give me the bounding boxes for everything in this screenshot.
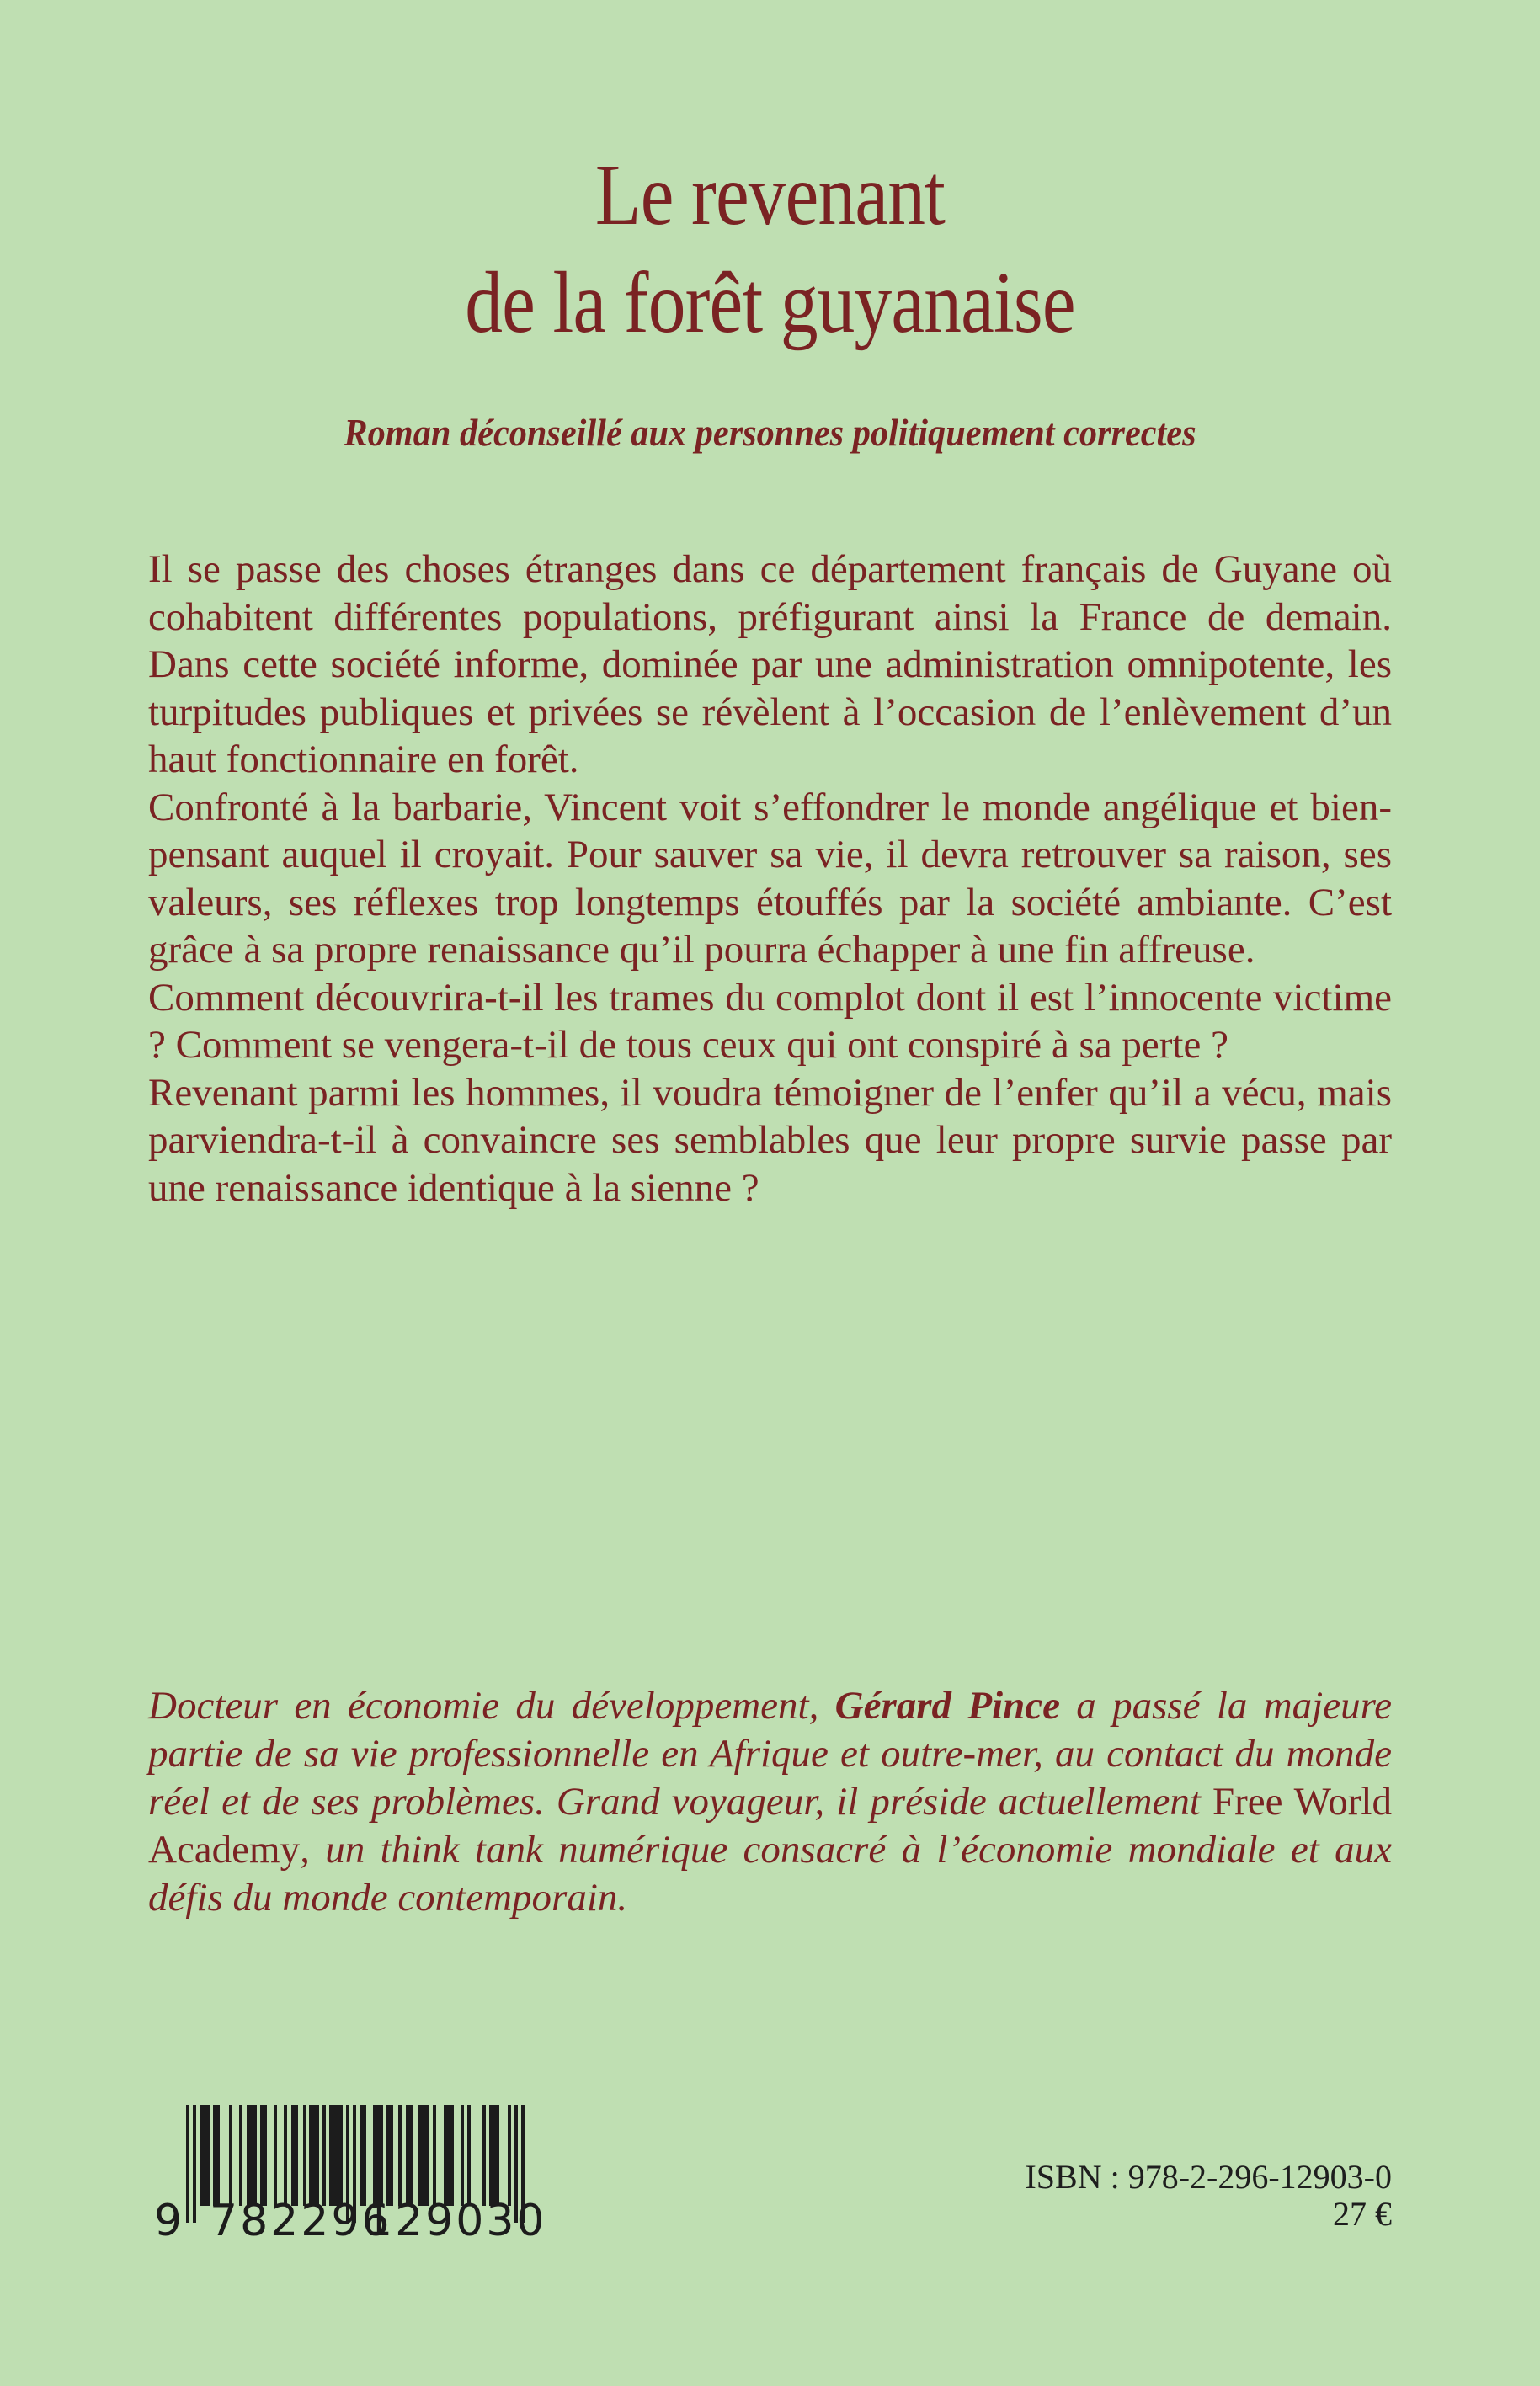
author-name: Gérard Pince (834, 1684, 1060, 1728)
book-subtitle: Roman déconseillé aux personnes politiquement correctes (344, 411, 1196, 454)
author-bio (148, 1682, 1392, 1922)
blurb-paragraph: Revenant parmi les hommes, il voudra témoigner de l’enfer qu’il a vécu, mais parviendra-t-il à convaincre ses semblables que leur propre survie passe par une renaissance identique à la sienne ? (148, 1070, 1392, 1210)
isbn-number: ISBN : 978-2-296-12903-0 (1025, 2158, 1392, 2196)
book-title-line-1: Le revenant (594, 146, 946, 243)
bio-text: a passé la majeure partie de sa vie professionnelle en Afrique et outre-mer, au contact du monde réel et de ses problèmes. Grand voyageur, il préside actuellement (148, 1684, 1392, 1824)
blurb-paragraph: Il se passe des choses étranges dans ce département français de Guyane où cohabitent différentes populations, préfigurant ainsi la France de demain. Dans cette société informe, dominée par une administration omnipotente, les turpitudes publiques et privées se révèlent à l’occasion de l’enlèvement d’un haut fonctionnaire en forêt. (148, 547, 1392, 781)
book-title (108, 141, 1432, 357)
blurb-paragraph: Confronté à la barbarie, Vincent voit s’effondrer le monde angélique et bien-pensant auquel il croyait. Pour sauver sa vie, il devra retrouver sa raison, ses valeurs, ses réflexes trop longtemps étouffés par la société ambiante. C’est grâce à sa propre renaissance qu’il pourra échapper à une fin affreuse. (148, 785, 1392, 972)
blurb-paragraph: Comment découvrira-t-il les trames du complot dont il est l’innocente victime ? Comment se vengera-t-il de tous ceux qui ont conspiré à sa perte ? (148, 975, 1392, 1067)
barcode-digit-first: 9 (154, 2196, 185, 2246)
bio-text: Docteur en économie du développement, (148, 1684, 835, 1728)
back-cover-blurb (148, 546, 1392, 1212)
price: 27 € (1333, 2195, 1392, 2233)
barcode-digits-right: 129030 (365, 2196, 547, 2246)
barcode (154, 2105, 547, 2248)
book-title-line-2: de la forêt guyanaise (465, 254, 1075, 351)
barcode-digits-left: 782296 (210, 2196, 392, 2246)
isbn-block (1025, 2159, 1392, 2233)
bio-text: , un think tank numérique consacré à l’économie mondiale et aux défis du monde contemporain. (148, 1828, 1392, 1920)
organization-name: Free World Academy (148, 1780, 1392, 1872)
